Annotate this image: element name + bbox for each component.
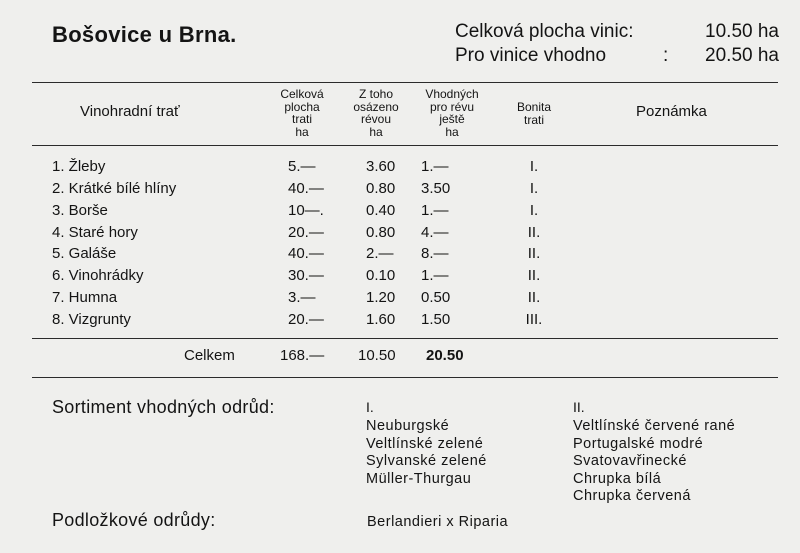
row-8-total: 20.—: [288, 311, 324, 328]
header-note: Poznámka: [636, 103, 707, 120]
header-line: ještě: [439, 112, 465, 126]
row-3-total: 10—.: [288, 202, 324, 219]
header-line: Celková: [280, 87, 324, 101]
variety-item: Müller-Thurgau: [366, 470, 472, 487]
summary-value: 20.50 ha: [705, 45, 779, 66]
totals-label: Celkem: [184, 347, 235, 364]
row-6-name: 6. Vinohrádky: [52, 267, 144, 284]
row-5-name: 5. Galáše: [52, 245, 117, 262]
row-1-total: 5.—: [288, 158, 316, 175]
row-6-suitable: 1.—: [421, 267, 449, 284]
row-4-total: 20.—: [288, 224, 324, 241]
row-8-suitable: 1.50: [421, 311, 451, 328]
row-6-total: 30.—: [288, 267, 324, 284]
variety-item: Veltlínské zelené: [366, 435, 484, 452]
row-2-name: 2. Krátké bílé hlíny: [52, 180, 177, 197]
variety-item: Portugalské modré: [573, 435, 704, 452]
variety-item: Veltlínské červené rané: [573, 418, 736, 434]
divider-bottom: [32, 377, 778, 378]
header-line: ha: [445, 124, 459, 139]
header-line: trati: [523, 112, 544, 127]
totals-suitable: 20.50: [426, 347, 464, 364]
row-3-name: 3. Borše: [52, 202, 108, 219]
row-1-name: 1. Žleby: [52, 158, 106, 175]
header-line: pro révu: [429, 99, 475, 114]
summary-separator: [663, 20, 689, 44]
row-5-bonita: II.: [527, 245, 541, 262]
row-8-bonita: III.: [525, 311, 543, 328]
header-planted-area: [344, 88, 408, 138]
varieties-group-2-list: [573, 418, 735, 506]
varieties-group-1-heading: I.: [366, 399, 374, 415]
header-line: révou: [360, 112, 392, 126]
document-title: Bošovice u Brna.: [52, 22, 237, 47]
row-5-planted: 2.—: [366, 245, 394, 262]
row-1-bonita: I.: [529, 158, 539, 175]
variety-item: Neuburgské: [366, 418, 450, 434]
header-line: trati: [291, 112, 312, 126]
header-line: Z toho: [358, 87, 394, 101]
header-line: ha: [295, 124, 309, 139]
row-7-total: 3.—: [288, 289, 316, 306]
header-line: plocha: [284, 99, 320, 114]
row-7-name: 7. Humna: [52, 289, 118, 306]
row-2-total: 40.—: [288, 180, 324, 197]
header-line: osázeno: [353, 99, 399, 114]
row-2-planted: 0.80: [366, 180, 396, 197]
header-suitable-area: [414, 88, 490, 138]
varieties-label: Sortiment vhodných odrůd:: [52, 397, 275, 417]
summary-label: Celková plocha vinic:: [455, 21, 634, 42]
row-2-suitable: 3.50: [421, 180, 451, 197]
header-total-area: [272, 88, 332, 138]
summary-label: Pro vinice vhodno: [455, 45, 607, 66]
row-1-suitable: 1.—: [421, 158, 449, 175]
row-7-planted: 1.20: [366, 289, 396, 306]
header-bonita: [506, 101, 562, 126]
varieties-group-1-list: [366, 418, 487, 488]
row-5-total: 40.—: [288, 245, 324, 262]
row-7-bonita: II.: [527, 289, 541, 306]
row-1-planted: 3.60: [366, 158, 396, 175]
divider-totals: [32, 338, 778, 339]
summary-separator: :: [663, 45, 669, 66]
row-8-planted: 1.60: [366, 311, 396, 328]
row-6-bonita: II.: [527, 267, 541, 284]
row-4-planted: 0.80: [366, 224, 396, 241]
divider-header: [32, 145, 778, 146]
row-4-bonita: II.: [527, 224, 541, 241]
row-2-bonita: I.: [529, 180, 539, 197]
summary-row-total-area: [455, 20, 779, 44]
varieties-group-2-heading: II.: [573, 399, 585, 415]
variety-item: Svatovavřinecké: [573, 453, 687, 469]
summary-value: 10.50 ha: [705, 21, 779, 42]
rootstock-value: Berlandieri x Riparia: [367, 514, 509, 530]
row-6-planted: 0.10: [366, 267, 396, 284]
area-summary: [455, 20, 779, 68]
row-7-suitable: 0.50: [421, 289, 451, 306]
variety-item: Chrupka bílá: [573, 470, 662, 487]
totals-total: 168.—: [280, 347, 325, 364]
header-vineyard-name: Vinohradní trať: [80, 103, 180, 120]
summary-row-suitable-area: [455, 44, 779, 68]
row-4-name: 4. Staré hory: [52, 224, 138, 241]
row-3-bonita: I.: [529, 202, 539, 219]
header-line: ha: [369, 124, 383, 139]
row-4-suitable: 4.—: [421, 224, 449, 241]
row-8-name: 8. Vizgrunty: [52, 311, 131, 328]
row-3-suitable: 1.—: [421, 202, 449, 219]
divider-top: [32, 82, 778, 83]
variety-item: Sylvanské zelené: [366, 453, 487, 469]
row-5-suitable: 8.—: [421, 245, 449, 262]
header-line: Vhodných: [425, 87, 479, 101]
header-line: Bonita: [516, 100, 552, 114]
row-3-planted: 0.40: [366, 202, 396, 219]
totals-planted: 10.50: [358, 347, 396, 364]
variety-item: Chrupka červená: [573, 488, 691, 504]
rootstock-label: Podložkové odrůdy:: [52, 510, 216, 530]
